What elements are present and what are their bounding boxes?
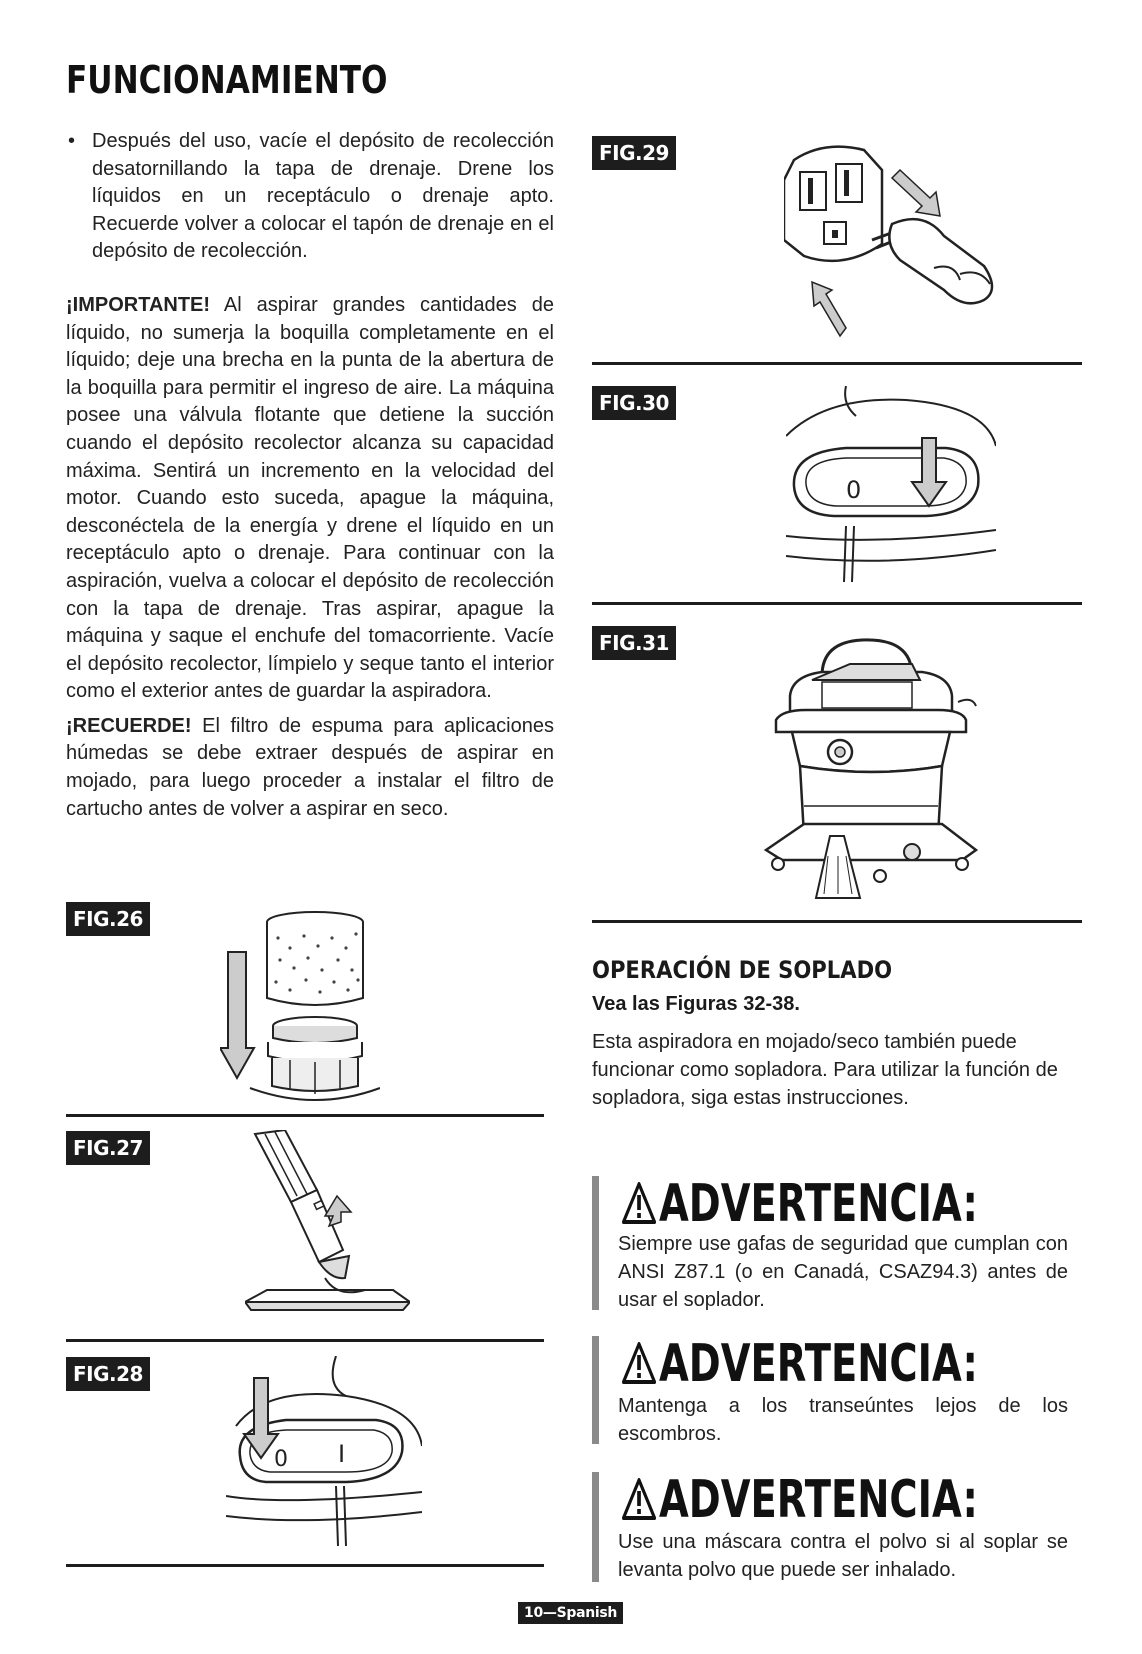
page-title: FUNCIONAMIENTO xyxy=(66,58,388,102)
warning-heading xyxy=(622,1176,978,1232)
fig28-divider xyxy=(66,1564,544,1567)
fig26-label: FIG.26 xyxy=(66,902,150,936)
warning-bar xyxy=(592,1472,599,1582)
plug-outlet-illustration xyxy=(784,140,1000,350)
floor-nozzle-illustration xyxy=(245,1130,410,1320)
important-text: Al aspirar grandes cantidades de líquido, no sumerja la boquilla completamente en el líquido; deje una brecha en la punta de la abertura de la boquilla para permitir el ingreso de aire. La máquina posee una válvula flotante que detiene la succión cuando el depósito recolector alcanza su capacidad máxima. Sentirá un incremento en la velocidad del motor. Cuando esto suceda, apague la máquina, desconéctela de la energía y drene el líquido en un receptáculo apto o drenaje. Para continuar con la aspiración, vuelva a colocar el depósito de recolección con la tapa de drenaje. Tras aspirar, apague la máquina y saque el enchufe del tomacorriente. Vacíe el depósito recolector, límpielo y seque tanto el interior como el exterior antes de guardar la aspiradora. xyxy=(66,293,554,703)
fig27-label: FIG.27 xyxy=(66,1131,150,1165)
warning-heading xyxy=(622,1472,978,1528)
page-number-badge: 10—Spanish xyxy=(518,1602,623,1624)
switch-on-illustration xyxy=(786,386,996,582)
warning-triangle-icon xyxy=(622,1341,656,1385)
warning-triangle-icon xyxy=(622,1477,656,1521)
fig30-divider xyxy=(592,602,1082,605)
fig29-divider xyxy=(592,362,1082,365)
blower-see-figures: Vea las Figuras 32-38. xyxy=(592,993,800,1015)
important-paragraph xyxy=(66,292,554,706)
warning-text: Mantenga a los transeúntes lejos de los escombros. xyxy=(618,1395,1068,1445)
switch-on-mark: I xyxy=(338,1440,346,1468)
drain-instructions-bullet: • Después del uso, vacíe el depósito de recolección desatornillando la tapa de drenaje. Drene los líquidos en un receptáculo o drenaje apto. Recuerde volver a colocar el tapón de drenaje en el depósito de recolección. xyxy=(66,128,554,266)
warning-heading-text: ADVERTENCIA: xyxy=(659,1470,978,1530)
switch-off-mark: 0 xyxy=(274,1447,288,1472)
foam-filter-illustration xyxy=(220,908,380,1108)
fig26-divider xyxy=(66,1114,544,1117)
remember-label: ¡RECUERDE! xyxy=(66,714,192,737)
remember-paragraph xyxy=(66,713,554,823)
warning-heading-text: ADVERTENCIA: xyxy=(659,1174,978,1234)
fig27-divider xyxy=(66,1339,544,1342)
important-label: ¡IMPORTANTE! xyxy=(66,293,211,316)
warning-heading xyxy=(622,1336,978,1392)
blower-section-title: OPERACIÓN DE SOPLADO xyxy=(592,956,893,984)
warning-triangle-icon xyxy=(622,1181,656,1225)
warning-text: Use una máscara contra el polvo si al soplar se levanta polvo que puede ser inhalado. xyxy=(618,1531,1068,1581)
remember-text: El filtro de espuma para aplicaciones húmedas se debe extraer después de aspirar en mojado, para luego proceder a instalar el filtro de cartucho antes de volver a aspirar en seco. xyxy=(66,714,554,820)
warning-text: Siempre use gafas de seguridad que cumplan con ANSI Z87.1 (o en Canadá, CSAZ94.3) antes de usar el soplador. xyxy=(618,1233,1068,1311)
warning-bar xyxy=(592,1176,599,1310)
switch-off-mark: 0 xyxy=(846,476,862,504)
fig30-label: FIG.30 xyxy=(592,386,676,420)
fig31-divider xyxy=(592,920,1082,923)
left-text-column xyxy=(66,128,554,823)
wet-dry-vacuum-illustration xyxy=(762,636,978,906)
warning-bar xyxy=(592,1336,599,1444)
fig29-label: FIG.29 xyxy=(592,136,676,170)
switch-off-illustration xyxy=(226,1356,422,1546)
warning-block xyxy=(592,1336,1080,1444)
fig28-label: FIG.28 xyxy=(66,1357,150,1391)
fig31-label: FIG.31 xyxy=(592,626,676,660)
blower-body: Esta aspiradora en mojado/seco también puede funcionar como sopladora. Para utilizar la función de sopladora, siga estas instrucciones. xyxy=(592,1031,1058,1109)
warning-block xyxy=(592,1176,1080,1312)
warning-block xyxy=(592,1472,1080,1584)
warning-heading-text: ADVERTENCIA: xyxy=(659,1334,978,1394)
